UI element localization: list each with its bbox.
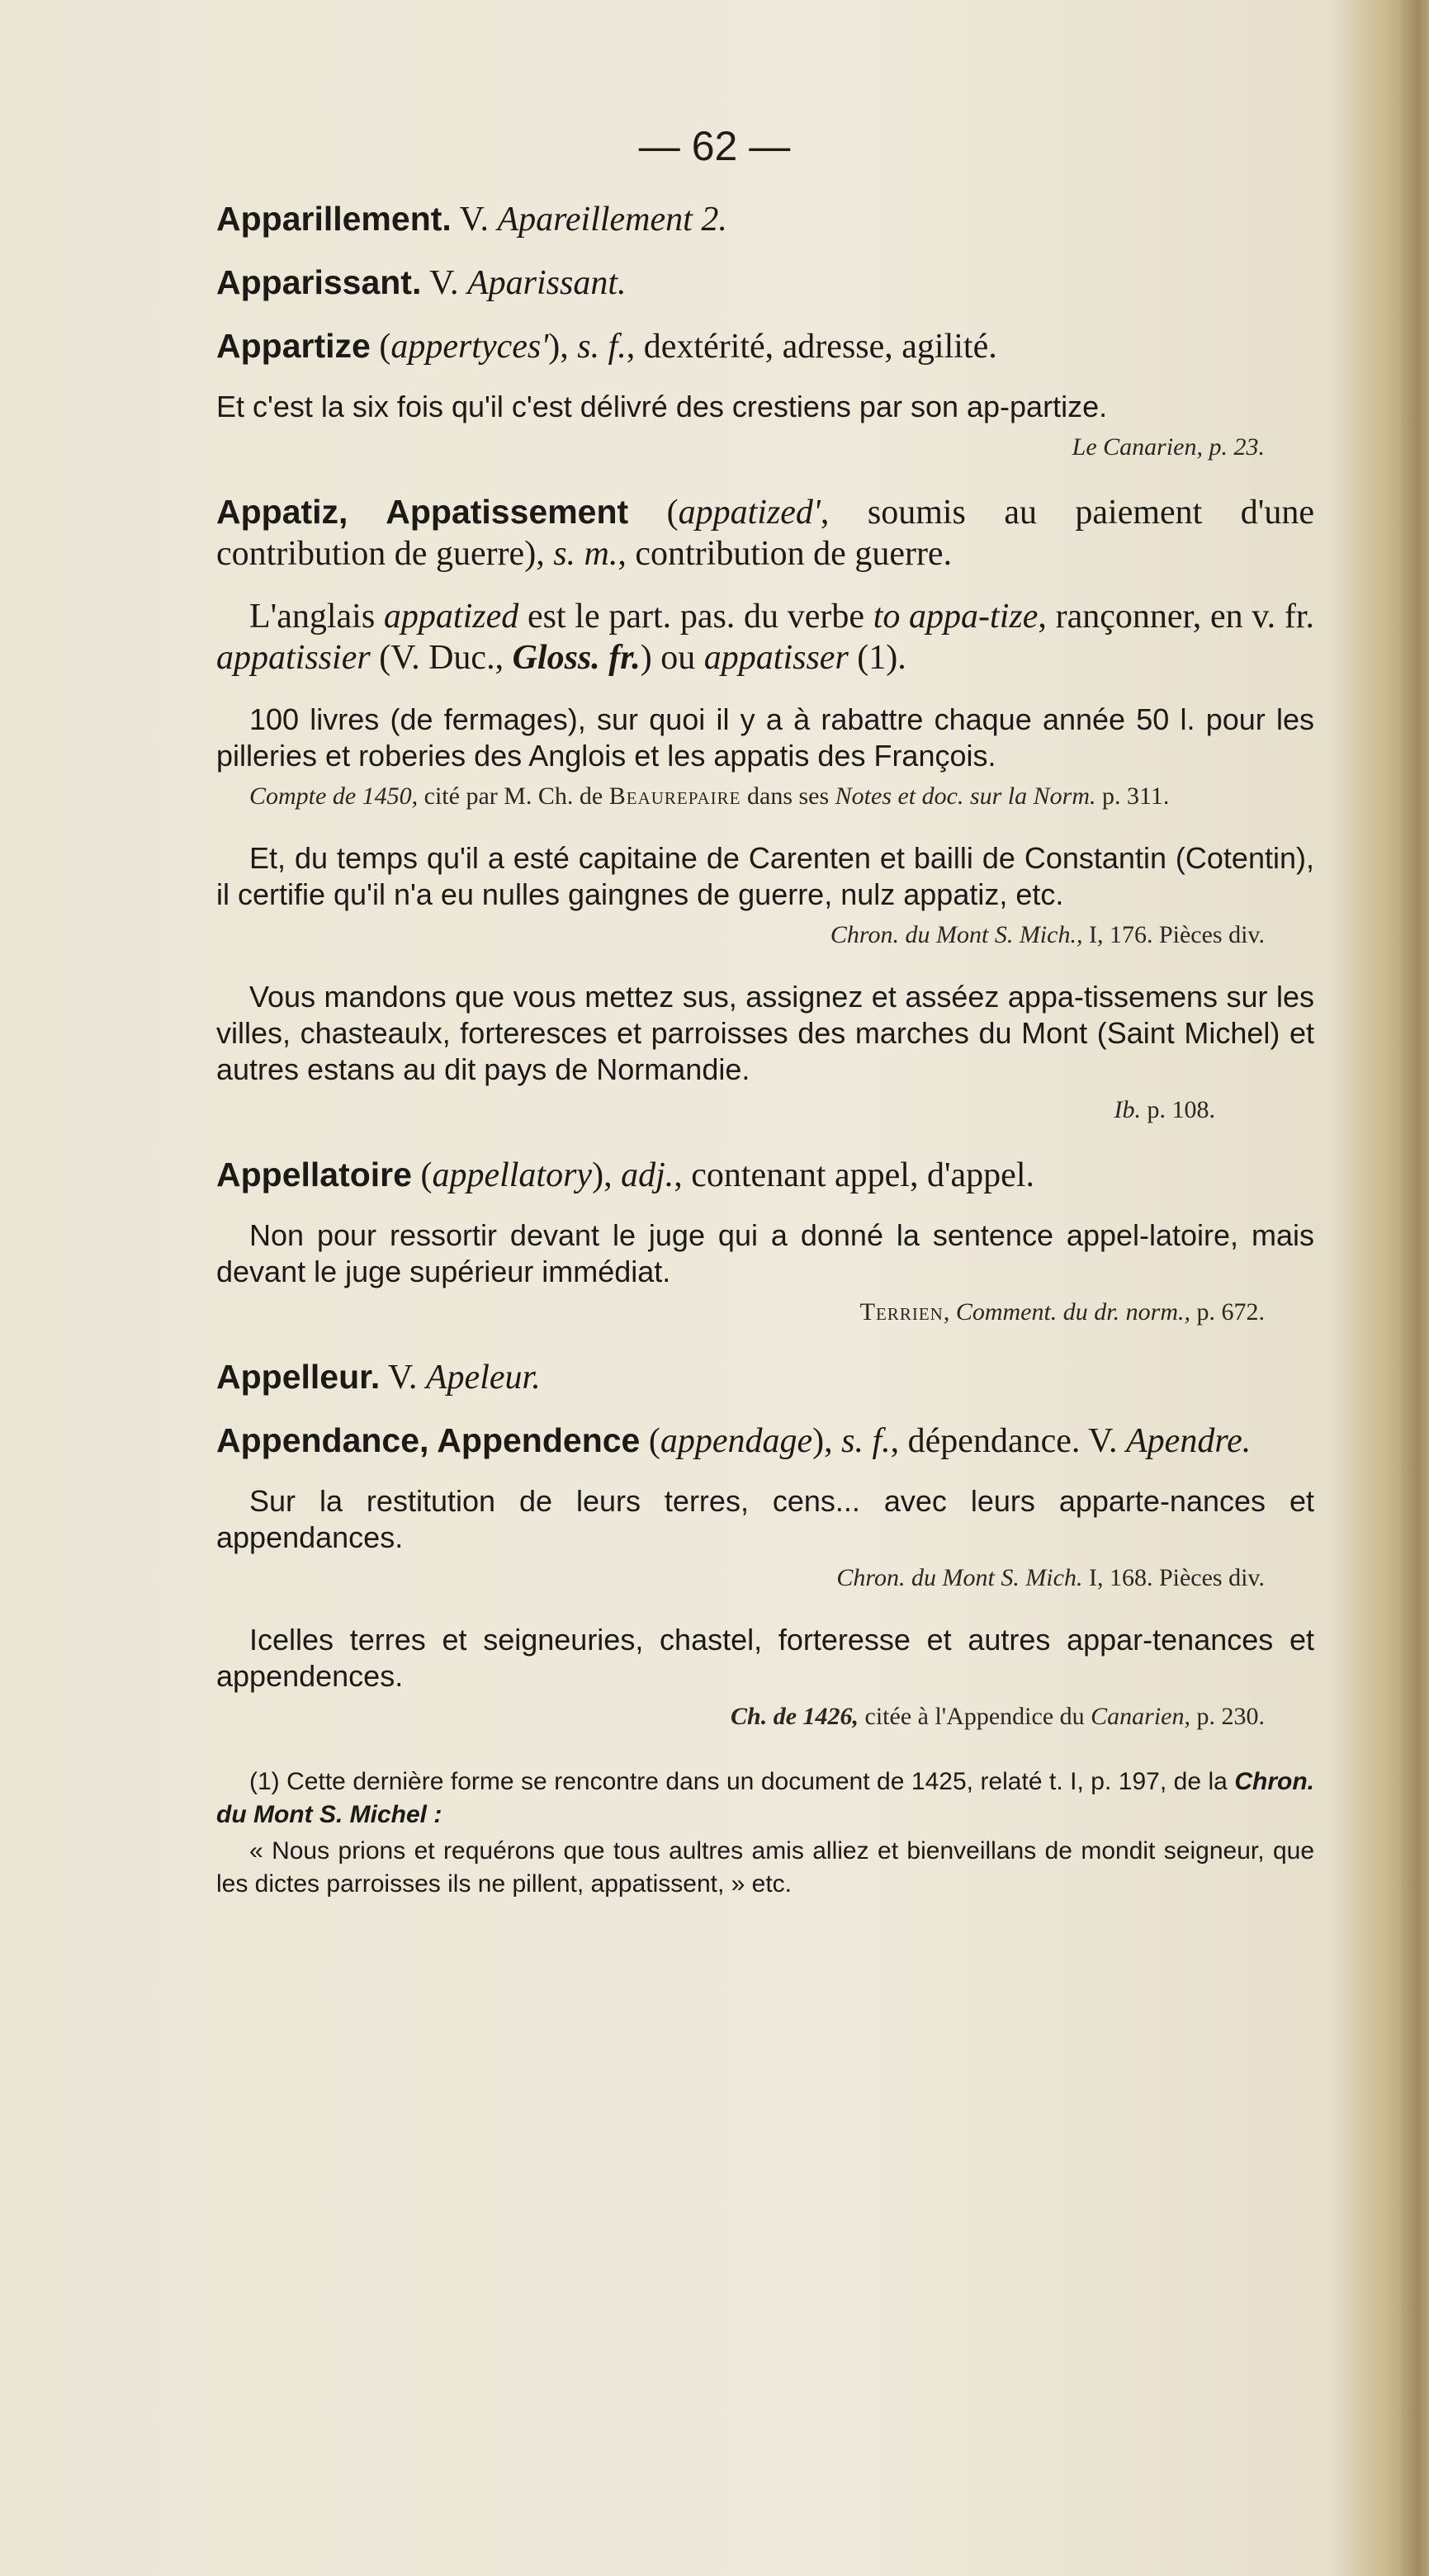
entry-apparissant [216,262,1314,304]
text: est le part. pas. du verbe [518,598,873,636]
citation-text: p. 672. [1190,1298,1265,1326]
quotation: 100 livres (de fermages), sur quoi il y a à rabattre chaque année 50 l. pour les pilleries et roberies des Anglois et les appatis des François. [216,702,1314,773]
footnote-quote: « Nous prions et requérons que tous aultres amis alliez et bienveillans de mondit seigneur, que les dictes parroisses ils ne pillent, appatissent, » etc. [216,1837,1314,1898]
entry-text: ), [592,1156,622,1194]
cross-reference: Apareillement 2. [497,201,727,239]
citation-source: Chron. du Mont S. Mich. [836,1564,1083,1591]
text-italic: appatized [383,598,519,636]
entry-text: ( [370,328,391,366]
citation [216,1701,1314,1732]
cross-reference: Apeleur. [425,1359,541,1397]
entry-text: , soumis au paiement d'une contribution de guerre), [216,494,1314,573]
quotation: Et, du temps qu'il a esté capitaine de Carenten et bailli de Constantin (Cotentin), il certifie qu'il n'a eu nulles gaingnes de guerre, nulz appatiz, etc. [216,841,1314,911]
citation-author: Terrien [859,1298,944,1326]
text: L'anglais [249,598,384,636]
citation [216,781,1314,812]
headword: Appartize [216,327,371,365]
definition: , contribution de guerre. [617,535,953,573]
headword: Appatiz, Appatissement [216,493,629,531]
text-italic: appatisser [703,639,849,677]
part-of-speech: s. f. [577,328,627,366]
citation [216,432,1314,463]
headword: Apparissant. [216,263,422,301]
citation-source: Chron. du Mont S. Mich., [830,921,1083,948]
entry-appatiz [216,491,1314,574]
headword: Appellatoire [216,1156,412,1193]
footnote-text: (1) Cette dernière forme se rencontre dans un document de 1425, relaté t. I, p. 197, de la [249,1768,1235,1795]
dictionary-content [216,198,1314,1904]
headword: Appendance, Appendence [216,1421,641,1459]
entry-appellatoire [216,1154,1314,1196]
definition: , contenant appel, d'appel. [674,1156,1034,1194]
citation-author: Beaurepaire [608,782,741,810]
text-italic: appatissier [216,639,371,677]
headword: Appelleur. [216,1358,381,1396]
entry-text: V. [380,1359,426,1397]
citation-source: Compte de 1450, [249,782,419,810]
footnote-ref: (1). [848,639,906,677]
citation-text: , [943,1298,956,1326]
citation-text: I, 168. Pièces div. [1082,1564,1265,1591]
citation-source: Le Canarien, p. 23. [1072,433,1265,461]
citation [216,919,1314,951]
text-italic: Gloss. fr. [512,639,641,677]
citation [216,1562,1314,1594]
entry-text: ( [628,494,679,532]
citation-source: Comment. du dr. norm., [955,1298,1190,1326]
headword: Apparillement. [216,200,452,238]
footnote-1 [216,1765,1314,1832]
citation-source: Canarien, [1091,1703,1190,1730]
cross-reference: Aparissant. [467,264,627,302]
entry-text: ( [411,1156,433,1194]
citation-source: Notes et doc. sur la Norm. [835,782,1096,810]
etymon: appertyces' [390,328,549,366]
cross-reference: Apendre. [1126,1422,1252,1460]
text: , rançonner, en v. fr. [1038,598,1314,636]
citation [216,1297,1314,1328]
entry-text: V. [421,264,468,302]
part-of-speech: s. m. [553,535,618,573]
page-number: — 62 — [638,123,791,169]
page-edge [1401,0,1429,2576]
citation [216,1094,1314,1126]
etymon: appellatory [432,1156,593,1194]
citation-text: p. 108. [1141,1096,1215,1123]
entry-text: ( [640,1422,660,1460]
definition: , dépendance. V. [890,1422,1127,1460]
entry-apparillement [216,198,1314,240]
entry-text: ), [812,1422,842,1460]
part-of-speech: adj. [621,1156,674,1194]
quotation: Et c'est la six fois qu'il c'est délivré des crestiens par son ap-partize. [216,390,1108,423]
etymology-paragraph [216,596,1314,678]
text: (V. Duc., [370,639,513,677]
citation-text: p. 311. [1095,782,1170,810]
quotation: Icelles terres et seigneuries, chastel, forteresse et autres appar-tenances et appendences. [216,1623,1314,1693]
etymon: appendage [660,1422,813,1460]
citation-text: p. 230. [1190,1703,1265,1730]
etymon: appatized' [678,494,821,532]
entry-text: ), [548,328,578,366]
footnotes [216,1765,1314,1901]
quotation: Non pour ressortir devant le juge qui a donné la sentence appel-latoire, mais devant le juge supérieur immédiat. [216,1218,1314,1288]
entry-appelleur [216,1356,1314,1398]
entry-text: V. [451,201,498,239]
part-of-speech: s. f. [841,1422,891,1460]
definition: , dextérité, adresse, agilité. [626,328,997,366]
quotation: Vous mandons que vous mettez sus, assignez et asséez appa-tissemens sur les villes, chasteaulx, forteresces et parroisses des marches du Mont (Saint Michel) et autres estans au dit pays de Normandie. [216,980,1314,1086]
citation-text: cité par M. Ch. de [418,782,609,810]
citation-source: Ch. de 1426, [731,1703,859,1730]
citation-source: Ib. [1114,1096,1141,1123]
footnote-source: Chron. du Mont S. Michel : [216,1768,1314,1828]
entry-appendance [216,1420,1314,1462]
text-italic: to appa-tize [873,598,1039,636]
citation-text: dans ses [741,782,835,810]
text: ) ou [640,639,704,677]
citation-text: I, 176. Pièces div. [1082,921,1265,948]
entry-appartize [216,325,1314,367]
citation-text: citée à l'Appendice du [859,1703,1091,1730]
quotation: Sur la restitution de leurs terres, cens... avec leurs apparte-nances et appendances. [216,1484,1314,1554]
